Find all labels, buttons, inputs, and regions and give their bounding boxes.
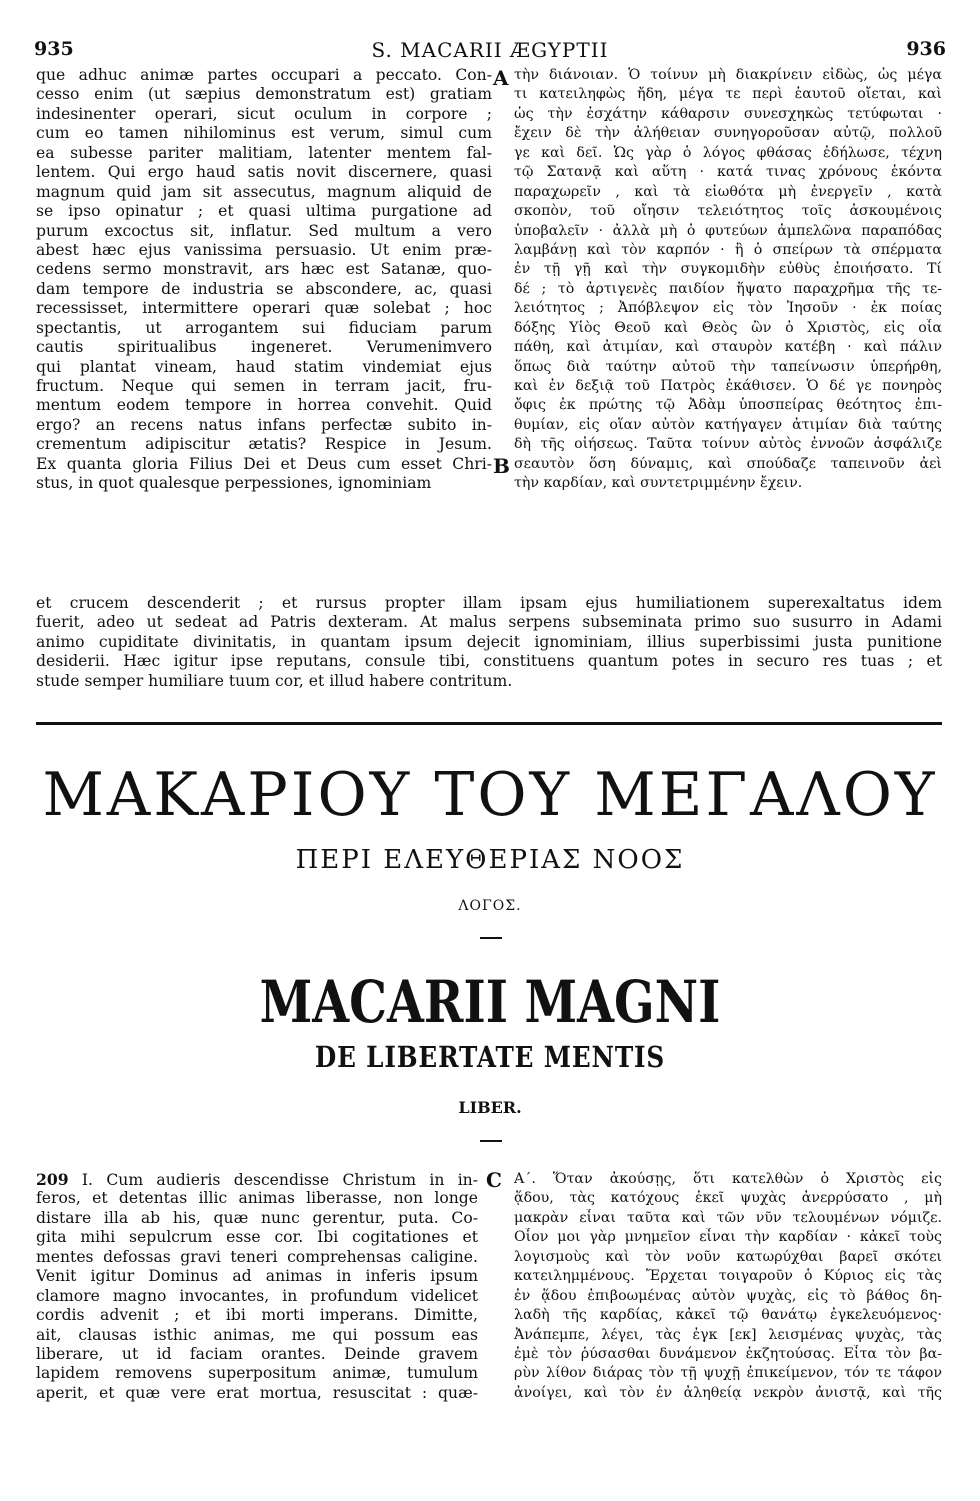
column-marker-b: B <box>493 454 510 478</box>
text-line: aperit, et quæ vere erat mortua, resuscitat : quæ- <box>36 1383 478 1402</box>
text-line: Α΄. Ὅταν ἀκούσῃς, ὅτι κατελθὼν ὁ Χριστὸς εἰς <box>514 1171 942 1187</box>
text-line: κατειλημμένους. Ἔρχεται τοιγαροῦν ὁ Κύριος εἰς τὰς <box>514 1268 942 1285</box>
text-line: que adhuc animæ partes occupari a peccato. Con- <box>36 66 492 84</box>
text-line: ea subesse pariter malitiam, latenter mentem fal- <box>36 143 492 162</box>
column-marker-c: C <box>486 1168 502 1192</box>
running-head <box>34 38 946 62</box>
text-line: πάθη, καὶ ἀτιμίαν, καὶ σταυρὸν κατέβη · καὶ πάλιν <box>514 339 942 356</box>
text-line: lentem. Qui ergo haud satis novit discernere, quasi <box>36 163 492 182</box>
running-title: S. MACARII ÆGYPTII <box>371 38 609 62</box>
text-line: δὴ τῆς οἰήσεως. Ταῦτα τοίνυν αὐτὸς ἐννοῶν ἀσφάλιζε <box>514 436 942 453</box>
text-line: Οἷον μοι γὰρ μνημεῖον εἶναι τὴν καρδίαν · κἀκεῖ τοὺς <box>514 1229 942 1246</box>
text-line: τι κατειληφὼς ἤδη, μέγα τε περὶ ἑαυτοῦ οἴεται, καὶ <box>514 86 942 103</box>
latin-book-label: LIBER. <box>458 1098 522 1117</box>
text-line: feros, et detentas illic animas liberasse, non longe <box>36 1189 478 1208</box>
text-line: mentum eodem tempore in horrea convehit. Quid <box>36 396 492 415</box>
text-line: desiderii. Hæc igitur ipse reputans, consule tibi, constituens quantum potes in securo res tuas ; et <box>36 652 942 671</box>
page-number-left: 935 <box>34 38 74 60</box>
greek-title: ΜΑΚΑΡΙΟΥ ΤΟΥ ΜΕΓΑΛΟΥ <box>42 760 938 830</box>
text-line: recessisset, intermittere operari quæ solebat ; hoc <box>36 299 492 318</box>
text-line: ἐν ᾅδου ἐπιβοωμένας αὐτὸν ψυχὰς, εἰς τὸ βάθος δη- <box>514 1287 942 1304</box>
text-line: σεαυτὸν ὅση δύναμις, καὶ σπούδαζε ταπεινοῦν ἀεὶ <box>514 455 942 472</box>
greek-subtitle: ΠΕΡΙ ΕΛΕΥΘΕΡΙΑΣ ΝΟΟΣ <box>295 845 685 875</box>
text-line: et crucem descenderit ; et rursus propter illam ipsam ejus humiliationem superexaltatus idem <box>36 594 942 612</box>
text-line: καὶ ἐν δεξιᾷ τοῦ Πατρὸς ἐκάθισεν. Ὁ δέ γε πονηρὸς <box>514 378 942 394</box>
text-line: γε καὶ δεῖ. Ὡς γὰρ ὁ λόγος φθάσας ἐδήλωσε, τέχνη <box>514 144 942 161</box>
text-line: λειότητος ; Ἀπόβλεψον εἰς τὸν Ἰησοῦν · ἐκ ποίας <box>514 300 942 317</box>
title-dash-2 <box>480 1140 502 1142</box>
text-line: dam tempore de industria se abscondere, ac, quasi <box>36 279 492 298</box>
section-number: 209 <box>36 1170 69 1189</box>
text-line: fructum. Neque qui semen in terram jacit, fru- <box>36 377 492 395</box>
text-line: Ἀνάπεμπε, λέγει, τὰς ἐγκ [εκ] λεισμένας ψυχὰς, τὰς <box>514 1326 942 1343</box>
text-line: λαμβάνῃ καὶ τὸν καρπόν · ἢ ὁ σπείρων τὰ σπέρματα <box>514 241 942 258</box>
text-line <box>36 1170 478 1189</box>
column-marker-a: A <box>493 66 509 90</box>
text-line: ᾅδου, τὰς κατόχους ἐκεῖ ψυχὰς ἀνερρύσατο , μὴ <box>514 1190 942 1207</box>
text-line: lapidem removens superpositum animæ, tumulum <box>36 1364 478 1383</box>
text-line: cesso enim (ut sæpius demonstratum est) gratiam <box>36 85 492 104</box>
text-line: ὑποβαλεῖν · ἀλλὰ μὴ ὁ φυτεύων ἀμπελῶνα παραπόδας <box>514 222 942 239</box>
text-line: ἐν τῇ γῇ καὶ τὴν συγκομιδὴν εὐθὺς ἐποιήσατο. Τί <box>514 261 942 278</box>
text-line: ἐμὲ τὸν ῥύσασθαι δυνάμενον ἐκζητούσας. Εἶτα τὸν βα- <box>514 1345 942 1362</box>
text-line: cum eo tamen nihilominus est verum, simul cum <box>36 124 492 143</box>
text-line: θυμίαν, εἰς οἵαν αὐτὸν κατήγαγεν ἀτιμίαν διὰ ταύτης <box>514 416 942 433</box>
text-line: stude semper humiliare tuum cor, et illud habere contritum. <box>36 671 513 690</box>
latin-full-width-paragraph <box>36 594 942 691</box>
text-line: purum excoctus sit, inflatur. Sed multum a vero <box>36 221 492 240</box>
text-line: ὄφις ἐκ πρώτης τῷ Ἀδὰμ ὑποσπείρας θεότητος ἐπι- <box>514 397 942 414</box>
text-line: spectantis, ut arrogantem sui fiduciam parum <box>36 318 492 337</box>
text-line: λογισμοὺς καὶ τὸν νοῦν κατωρύχθαι βαρεῖ σκότει <box>514 1248 942 1265</box>
text-line: abest hæc ejus vanissima persuasio. Ut enim præ- <box>36 240 492 259</box>
text-line: distare illa ab his, quæ nunc gerentur, puta. Co- <box>36 1208 478 1227</box>
text-line: fuerit, adeo ut sedeat ad Patris dexteram. At malus serpens subseminata primo suo susurro in Adami <box>36 613 942 632</box>
text-line: λαδὴ τῆς καρδίας, κἀκεῖ τῷ θανάτῳ ἐγκελευόμενος· <box>514 1307 942 1324</box>
section-first-line: I. Cum audieris descendisse Christum in in- <box>68 1171 478 1189</box>
page-number-right: 936 <box>906 38 946 60</box>
text-line: ρὺν λίθον διάρας τὸν τῇ ψυχῇ ἐπικείμενον, τόν τε τάφον <box>514 1365 942 1382</box>
text-line: μακρὰν εἶναι ταῦτα καὶ τῶν νῦν τελουμένων νόμιζε. <box>514 1209 942 1226</box>
greek-column-bottom <box>514 1170 942 1403</box>
text-line: ἔχειν δὲ τὴν ἀλήθειαν συνηγοροῦσαν αὐτῷ, πολλοῦ <box>514 125 942 142</box>
latin-title: MACARII MAGNI <box>259 968 721 1036</box>
text-line: gita mihi sepulcrum esse cor. Ibi cogitationes et <box>36 1228 478 1247</box>
text-line: magnum quid jam sit assecutus, magnum aliquid de <box>36 182 492 201</box>
text-line: παραχωρεῖν , καὶ τὰ εἰωθότα μὴ ἐνεργεῖν , κατὰ <box>514 183 942 200</box>
text-line: Venit igitur Dominus ad animas in inferis ipsum <box>36 1267 478 1286</box>
text-line: se ipso opinatur ; et quasi ultima purgatione ad <box>36 202 492 221</box>
text-line: cautis spiritualibus ingeneret. Verumenimvero <box>36 338 492 357</box>
text-line: δέ ; τὸ ἀρτιγενὲς παιδίον ἥψατο παραχρῆμα τῆς τε- <box>514 280 942 297</box>
title-dash-1 <box>480 937 502 939</box>
text-line: qui plantat vineam, haud statim vindemiat ejus <box>36 357 492 376</box>
text-line: Ex quanta gloria Filius Dei et Deus cum esset Chri- <box>36 454 492 473</box>
latin-column-top <box>36 66 492 494</box>
text-line: ergo? an recens natus infans perfectæ subito in- <box>36 415 492 434</box>
text-line: ait, clausas isthic animas, me qui possum eas <box>36 1325 478 1344</box>
latin-subtitle: DE LIBERTATE MENTIS <box>314 1040 666 1074</box>
text-line: cordis advenit ; et ibi morti imperans. Dimitte, <box>36 1306 478 1325</box>
text-line: indesinenter operari, sicut oculum in corpore ; <box>36 104 492 123</box>
text-line: σκοπὸν, τοῦ οἴησιν τελειότητος τοῖς ἀσκουμένοις <box>514 203 942 220</box>
text-line: τῷ Σατανᾷ καὶ αὕτη · κατά τινας χρόνους ἑκόντα <box>514 164 942 181</box>
text-line: ὅπως διὰ ταύτην αὐτοῦ τὴν ταπείνωσιν ὑπερήρθη, <box>514 358 942 375</box>
text-line: τὴν διάνοιαν. Ὁ τοίνυν μὴ διακρίνειν εἰδὼς, ὡς μέγα <box>514 67 942 83</box>
text-line: animo cupiditate divinitatis, in quantam ipsum dejecit ignominiam, illius superbissimi justa punitione <box>36 632 942 651</box>
text-line: ὡς τὴν ἐσχάτην κάθαρσιν συνεσχηκὼς τετύφωται · <box>514 105 942 122</box>
greek-column-top <box>514 66 942 494</box>
text-line: δόξης Υἱὸς Θεοῦ καὶ Θεὸς ὢν ὁ Χριστὸς, εἰς οἷα <box>514 319 942 336</box>
latin-column-bottom <box>36 1170 478 1403</box>
text-line: clamore magno invocantes, in profundum videlicet <box>36 1286 478 1305</box>
text-line: cedens sermo monstravit, ars hæc est Satanæ, quo- <box>36 260 492 279</box>
text-line: τὴν καρδίαν, καὶ συντετριμμένην ἔχειν. <box>514 475 803 492</box>
text-line: ἀνοίγει, καὶ τὸν ἐν ἀληθείᾳ νεκρὸν ἀνιστᾷ, καὶ τῆς <box>514 1384 942 1401</box>
text-line: stus, in quot qualesque perpessiones, ignominiam <box>36 474 432 493</box>
greek-book-label: ΛΟΓΟΣ. <box>458 898 522 914</box>
text-line: crementum adipiscitur ætatis? Respice in Jesum. <box>36 435 492 454</box>
section-divider-rule <box>36 722 942 725</box>
text-line: liberare, ut id faciam orantes. Deinde gravem <box>36 1344 478 1363</box>
text-line: mentes defossas gravi teneri comprehensas caligine. <box>36 1247 478 1266</box>
